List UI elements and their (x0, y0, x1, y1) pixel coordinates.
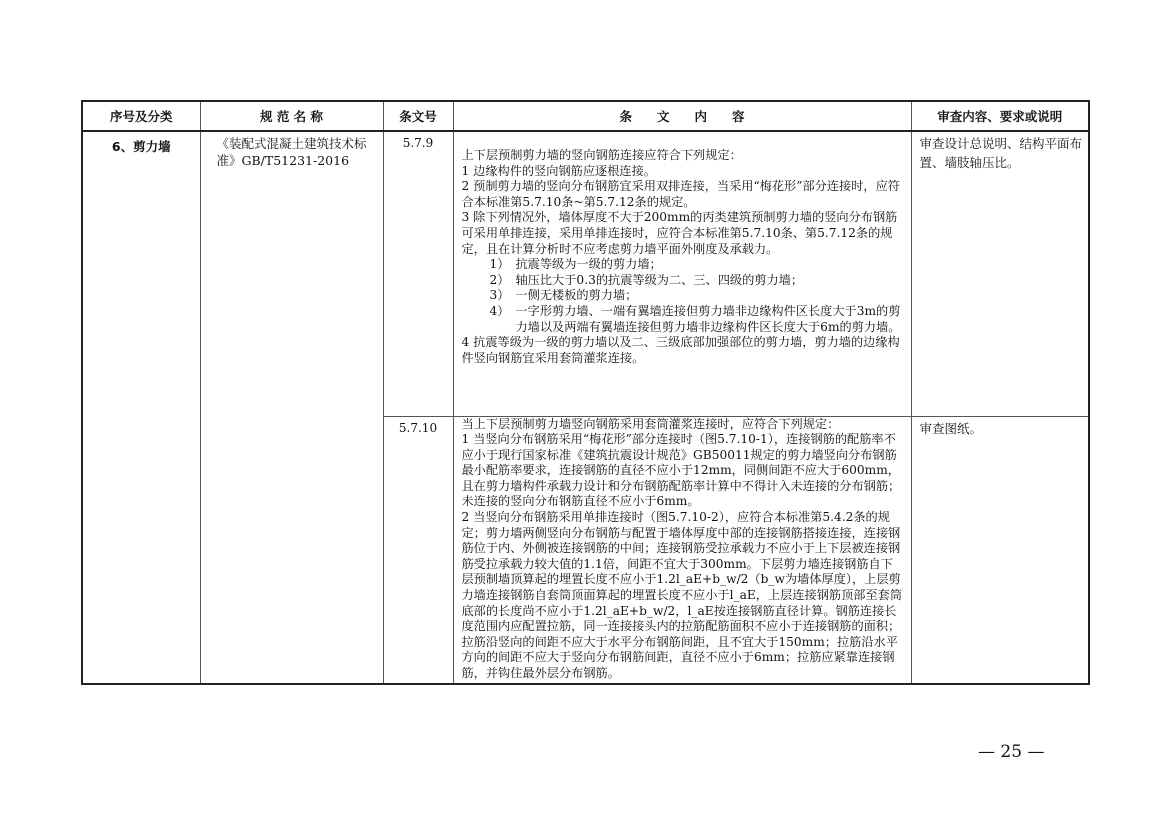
content-line: 2 预制剪力墙的竖向分布钢筋宜采用双排连接，当采用“梅花形”部分连接时，应符合本标准第5.7.10条~第5.7.12条的规定。 (461, 179, 900, 209)
header-article-content: 条 文 内 容 (453, 101, 911, 131)
review-requirement-cell: 审查图纸。 (911, 416, 1089, 684)
header-standard-name: 规 范 名 称 (200, 101, 383, 131)
category-cell: 6、剪力墙 (82, 131, 200, 684)
article-number-cell: 5.7.10 (383, 416, 453, 684)
header-category: 序号及分类 (82, 101, 200, 131)
sub-item-number: 3） (489, 288, 510, 303)
header-review-requirements: 审查内容、要求或说明 (911, 101, 1089, 131)
article-content-cell (453, 131, 911, 416)
sub-item-number: 4） (489, 303, 510, 318)
content-line: 上下层预制剪力墙的竖向钢筋连接应符合下列规定： (461, 148, 742, 162)
sub-item-number: 1） (489, 257, 510, 272)
standard-name-cell: 《装配式混凝土建筑技术标准》GB/T51231-2016 (200, 131, 383, 684)
sub-item-number: 2） (489, 272, 510, 287)
sub-item (462, 304, 903, 335)
content-line: 1 边缘构件的竖向钢筋应逐根连接。 (461, 163, 656, 178)
header-article-number: 条文号 (383, 101, 453, 131)
content-line: 3 除下列情况外，墙体厚度不大于200mm的丙类建筑预制剪力墙的竖向分布钢筋可采用单排连接，采用单排连接时，应符合本标准第5.7.10条、第5.7.12条的规定，且在计算分析时不应考虑剪力墙平面外刚度及承载力。 (461, 210, 898, 256)
article-number-cell: 5.7.9 (383, 131, 453, 416)
content-line: 1 当竖向分布钢筋采用“梅花形”部分连接时（图5.7.10-1），连接钢筋的配筋率不应小于现行国家标准《建筑抗震设计规范》GB50011规定的剪力墙竖向分布钢筋最小配筋率要求，连接钢筋的直径不应小于12mm，同侧间距不应大于600mm，且在剪力墙构件承载力设计和分布钢筋配筋率计算中不得计入未连接的分布钢筋；未连接的竖向分布钢筋直径不应小于6mm。 (461, 432, 901, 509)
table-header-row (82, 101, 1089, 131)
sub-item-text: 一侧无楼板的剪力墙； (515, 288, 638, 303)
sub-item-text: 抗震等级为一级的剪力墙； (515, 257, 662, 272)
review-table (81, 100, 1090, 685)
article-content-cell (453, 416, 911, 684)
sub-item (462, 273, 903, 289)
sub-item (462, 288, 903, 304)
sub-item-text: 轴压比大于0.3的抗震等级为二、三、四级的剪力墙； (515, 272, 804, 287)
review-requirement-cell: 审查设计总说明、结构平面布置、墙肢轴压比。 (911, 131, 1089, 416)
table-row (82, 131, 1089, 416)
content-line: 4 抗震等级为一级的剪力墙以及二、三级底部加强部位的剪力墙，剪力墙的边缘构件竖向钢筋宜采用套筒灌浆连接。 (461, 335, 900, 365)
content-line: 当上下层预制剪力墙竖向钢筋采用套筒灌浆连接时，应符合下列规定： (461, 416, 840, 431)
sub-item-text: 一字形剪力墙、一端有翼墙连接但剪力墙非边缘构件区长度大于3m的剪力墙以及两端有翼墙连接但剪力墙非边缘构件区长度大于6m的剪力墙。 (515, 303, 901, 334)
page-number: — 25 — (978, 742, 1045, 762)
sub-item (462, 257, 903, 273)
content-line: 2 当竖向分布钢筋采用单排连接时（图5.7.10-2），应符合本标准第5.4.2条的规定；剪力墙两侧竖向分布钢筋与配置于墙体厚度中部的连接钢筋搭接连接，连接钢筋位于内、外侧被连接钢筋的中间；连接钢筋受拉承载力不应小于上下层被连接钢筋受拉承载力较大值的1.1倍，间距不宜大于300mm。下层剪力墙连接钢筋自下层预制墙顶算起的埋置长度不应小于1.2l_aE+b_w/2（b_w为墙体厚度），上层剪力墙连接钢筋自套筒顶面算起的埋置长度不应小于l_aE，上层连接钢筋顶部至套筒底部的长度尚不应小于1.2l_aE+b_w/2，l_aE按连接钢筋直径计算。钢筋连接长度范围内应配置拉筋，同一连接接头内的拉筋配筋面积不应小于连接钢筋的面积；拉筋沿竖向的间距不应大于水平分布钢筋间距，且不宜大于150mm；拉筋沿水平方向的间距不应大于竖向分布钢筋间距，直径不应小于6mm；拉筋应紧靠连接钢筋，并钩住最外层分布钢筋。 (461, 510, 903, 680)
